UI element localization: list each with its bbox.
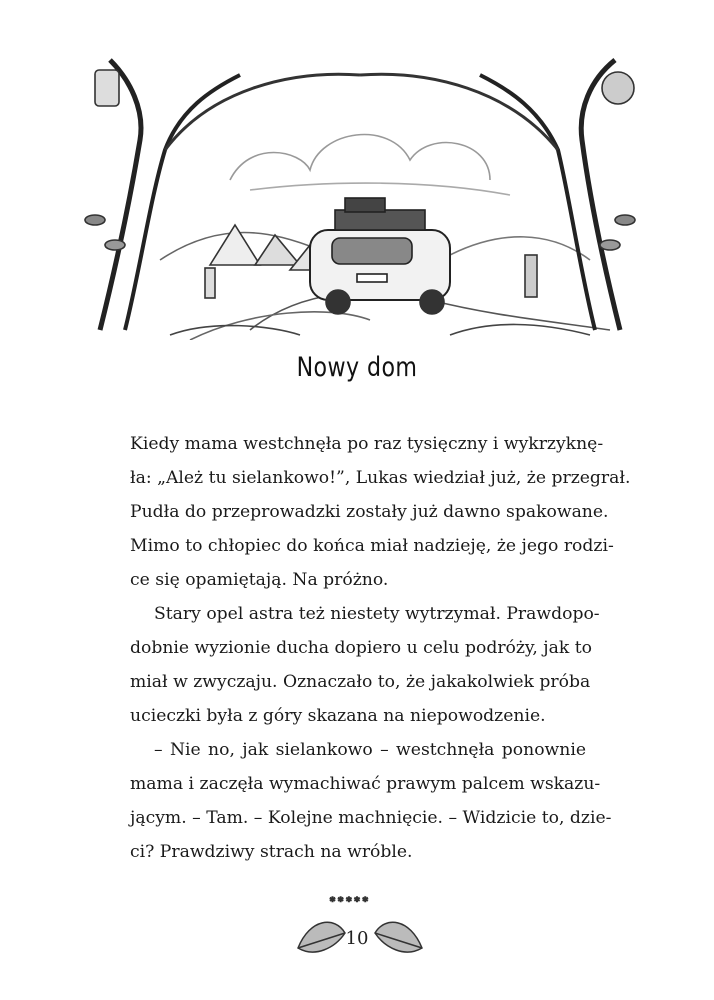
page-number: 10 (345, 928, 369, 949)
text-line: ci? Prawdziwy strach na wróble. (130, 842, 413, 862)
tree-frame-car-icon (85, 60, 635, 340)
svg-text:* * * * *: * * * * * (330, 896, 368, 907)
text-line: ce się opamiętają. Na próżno. (130, 570, 389, 590)
text-line: Mimo to chłopiec do końca miał nadzieję, że jego rodzi- (130, 536, 614, 556)
text-line: Kiedy mama westchnęła po raz tysięczny i wykrzyknę- (130, 434, 604, 454)
text-line: Stary opel astra też niestety wytrzymał. Prawdopo- (154, 604, 600, 624)
chapter-title: Nowy dom (296, 352, 418, 383)
text-line: mama i zaczęła wymachiwać prawym palcem wskazu- (130, 774, 601, 794)
text-line: ła: „Ależ tu sielankowo!”, Lukas wiedział już, że przegrał. (130, 468, 631, 488)
text-line: ucieczki była z góry skazana na niepowodzenie. (130, 706, 546, 726)
chapter-illustration (70, 30, 650, 340)
text-line: jącym. – Tam. – Kolejne machnięcie. – Widzicie to, dzie- (130, 808, 612, 828)
body-text (130, 427, 631, 869)
text-line: dobnie wyzionie ducha dopiero u celu podróży, jak to (130, 638, 592, 658)
text-line: miał w zwyczaju. Oznaczało to, że jakakolwiek próba (130, 672, 591, 692)
text-line: Pudła do przeprowadzki zostały już dawno spakowane. (130, 502, 609, 522)
text-line: – Nie no, jak sielankowo – westchnęła ponownie (154, 740, 586, 760)
